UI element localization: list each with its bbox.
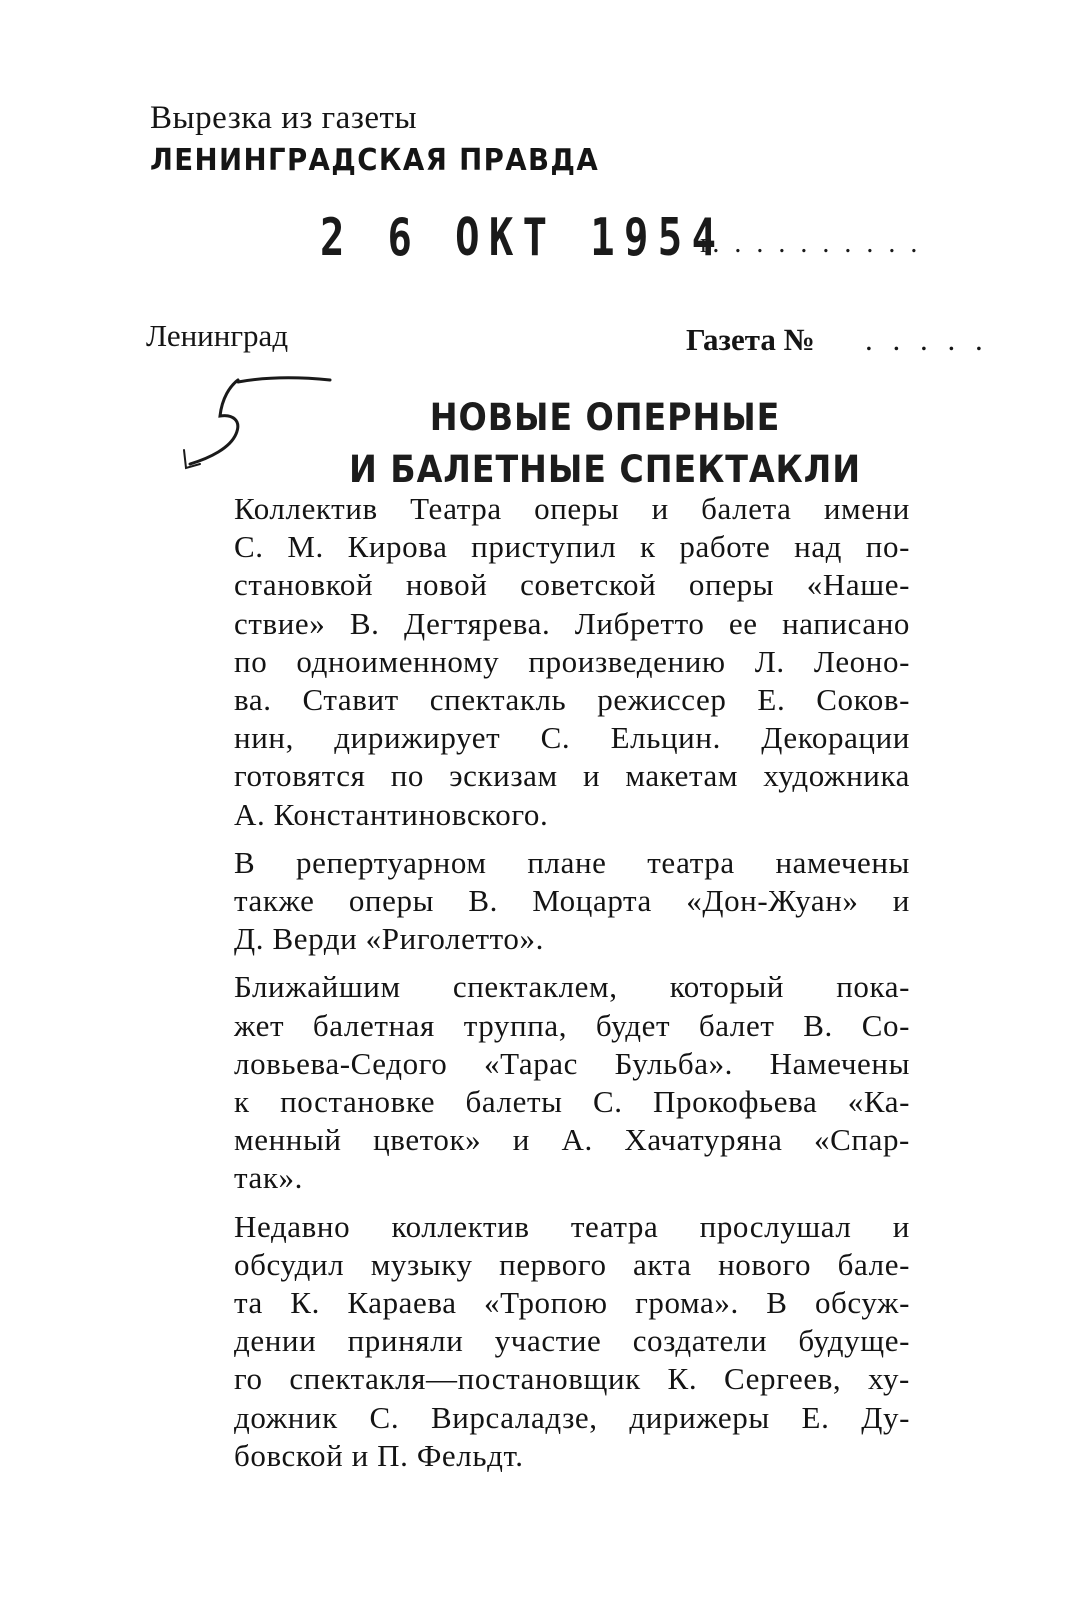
article-title-line-2: И БАЛЕТНЫЕ СПЕКТАКЛИ (349, 448, 861, 491)
text-line: по одноименному произведению Л. Леоно- (234, 643, 910, 679)
text-line: Недавно коллектив театра прослушал и (234, 1208, 910, 1244)
text-line: ловьева-Седого «Тарас Бульба». Намечены (234, 1045, 910, 1081)
text-line: ствие» В. Дегтярева. Либретто ее написано (234, 605, 910, 641)
text-line: А. Константиновского. (234, 796, 549, 832)
text-line: Коллектив Театра оперы и балета имени (234, 491, 910, 526)
date-stamp: 2 6 ОКТ 1954 (320, 208, 726, 268)
text-line: так». (234, 1160, 303, 1196)
text-line: жет балетная труппа, будет балет В. Со- (234, 1007, 910, 1043)
text-line: го спектакля—постановщик К. Сергеев, ху- (234, 1361, 910, 1397)
text-line: дожник С. Вирсаладзе, дирижеры Е. Ду- (234, 1399, 910, 1435)
article-body (190, 490, 910, 1485)
gazeta-number-label: Газета № (686, 322, 815, 357)
text-line: нин, дирижирует С. Ельцин. Декорации (234, 720, 910, 756)
text-line: становкой новой советской оперы «Наше- (234, 567, 910, 603)
paragraph-2 (190, 844, 910, 959)
gazeta-number-blank: . . . . . (865, 322, 989, 357)
text-line: обсудил музыку первого акта нового бале- (234, 1246, 910, 1282)
text-line: к постановке балеты С. Прокофьева «Ка- (234, 1084, 910, 1120)
date-suffix: г. . . . . . . . . . (700, 228, 922, 259)
text-line: готовятся по эскизам и макетам художника (234, 758, 910, 794)
text-line: Д. Верди «Риголетто». (234, 921, 544, 957)
source-line: Вырезка из газеты (150, 100, 418, 136)
paragraph-1 (190, 490, 910, 834)
paragraph-3 (190, 968, 910, 1197)
text-line: дении приняли участие создатели будуще- (234, 1323, 910, 1359)
city-label: Ленинград (146, 318, 289, 353)
text-line: бовской и П. Фельдт. (234, 1437, 524, 1473)
text-line: С. М. Кирова приступил к работе над по- (234, 529, 910, 565)
text-line: В репертуарном плане театра намечены (234, 844, 910, 880)
paragraph-4 (190, 1208, 910, 1475)
text-line: менный цветок» и А. Хачатуряна «Спар- (234, 1122, 910, 1158)
text-line: ва. Ставит спектакль режиссер Е. Соков- (234, 682, 910, 718)
text-line: также оперы В. Моцарта «Дон-Жуан» и (234, 883, 910, 919)
article-title-line-1: НОВЫЕ ОПЕРНЫЕ (429, 396, 781, 439)
newspaper-name: ЛЕНИНГРАДСКАЯ ПРАВДА (150, 143, 600, 178)
text-line: та К. Караева «Тропою грома». В обсуж- (234, 1285, 910, 1321)
text-line: Ближайшим спектаклем, который пока- (234, 969, 910, 1005)
article-title (241, 392, 970, 496)
